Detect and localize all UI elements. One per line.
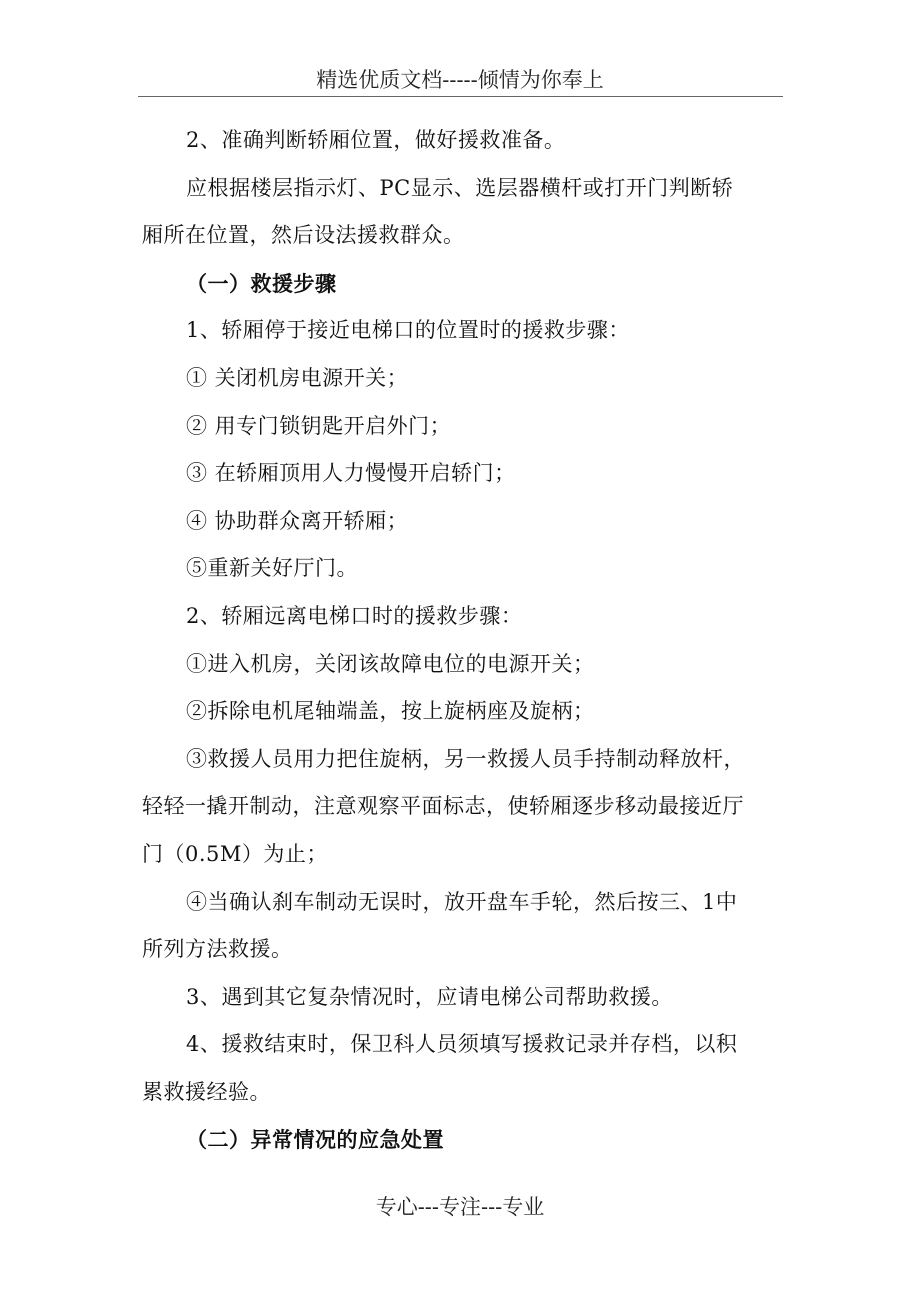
paragraph-line: 2、轿厢远离电梯口时的援救步骤： [186,603,523,628]
paragraph-line: 3、遇到其它复杂情况时，应请电梯公司帮助救援。 [186,984,673,1009]
page-header: 精选优质文档-----倾情为你奉上 [316,68,604,92]
list-item: ③ 在轿厢顶用人力慢慢开启轿门； [186,461,516,486]
page-footer: 专心---专注---专业 [375,1195,545,1219]
paragraph-line: 累救援经验。 [142,1079,271,1104]
section-heading: （二）异常情况的应急处置 [186,1127,444,1153]
section-heading: （一）救援步骤 [186,270,337,296]
paragraph-line: 厢所在位置，然后设法援救群众。 [142,223,465,248]
paragraph-line: 所列方法救援。 [142,937,293,962]
paragraph-line: 4、援救结束时，保卫科人员须填写援救记录并存档，以积 [186,1032,738,1057]
list-item: ② 用专门锁钥匙开启外门； [186,413,452,438]
document-body [142,117,782,1164]
paragraph-line: 1、轿厢停于接近电梯口的位置时的援救步骤： [186,318,630,343]
list-item: ④当确认刹车制动无误时，放开盘车手轮，然后按三、1中 [186,889,738,914]
paragraph-line: 应根据楼层指示灯、PC显示、选层器横杆或打开门判断轿 [186,175,734,200]
list-item: ① 关闭机房电源开关； [186,365,409,390]
paragraph-line: 2、准确判断轿厢位置，做好援救准备。 [186,128,566,152]
list-item: ③救援人员用力把住旋柄，另一救援人员手持制动释放杆， [186,746,745,771]
list-item: ①进入机房，关闭该故障电位的电源开关； [186,651,595,676]
paragraph-line: 轻轻一撬开制动，注意观察平面标志，使轿厢逐步移动最接近厅 [142,794,744,819]
list-item: ④ 协助群众离开轿厢； [186,508,409,533]
list-item: ⑤重新关好厅门。 [186,556,358,581]
list-item: ②拆除电机尾轴端盖，按上旋柄座及旋柄； [186,699,595,724]
paragraph-line: 门（0.5M）为止； [142,841,328,866]
header-divider [138,96,783,97]
